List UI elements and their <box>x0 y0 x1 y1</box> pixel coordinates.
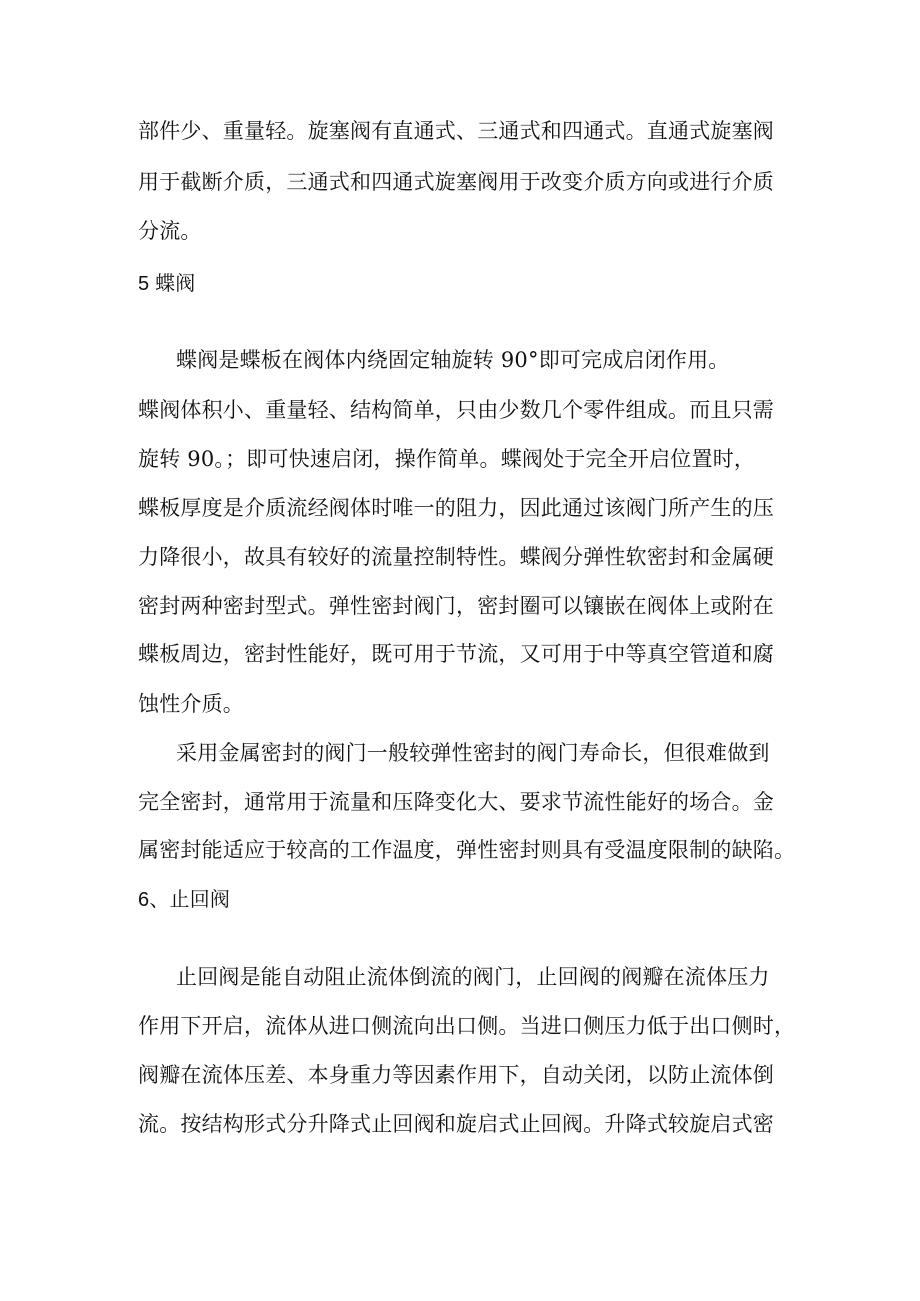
paragraph-line: 蚀性介质。 <box>138 692 244 716</box>
paragraph-line: 完全密封，通常用于流量和压降变化大、要求节流性能好的场合。金 <box>138 790 774 814</box>
paragraph-line: 用于截断介质，三通式和四通式旋塞阀用于改变介质方向或进行介质 <box>138 170 774 194</box>
paragraph-line: 作用下开启，流体从进口侧流向出口侧。当进口侧压力低于出口侧时， <box>138 1014 796 1038</box>
paragraph-line: 蝶阀是蝶板在阀体内绕固定轴旋转 90°即可完成启闭作用。 <box>176 348 730 372</box>
paragraph-line: 部件少、重量轻。旋塞阀有直通式、三通式和四通式。直通式旋塞阀 <box>138 119 774 143</box>
paragraph-line: 旋转 90。；即可快速启闭，操作简单。蝶阀处于完全开启位置时， <box>138 447 756 471</box>
paragraph-line: 采用金属密封的阀门一般较弹性密封的阀门寿命长，但很难做到 <box>176 741 770 765</box>
section-heading-butterfly-valve: 5 蝶阀 <box>138 273 196 295</box>
paragraph-line: 蝶板厚度是介质流经阀体时唯一的阻力，因此通过该阀门所产生的压 <box>138 496 774 520</box>
paragraph-line: 蝶阀体积小、重量轻、结构简单，只由少数几个零件组成。而且只需 <box>138 398 774 422</box>
paragraph-line: 流。按结构形式分升降式止回阀和旋启式止回阀。升降式较旋启式密 <box>138 1112 774 1136</box>
paragraph-line: 蝶板周边，密封性能好，既可用于节流，又可用于中等真空管道和腐 <box>138 642 774 666</box>
paragraph-line: 属密封能适应于较高的工作温度，弹性密封则具有受温度限制的缺陷。 <box>138 838 796 862</box>
paragraph-line: 力降很小，故具有较好的流量控制特性。蝶阀分弹性软密封和金属硬 <box>138 545 774 569</box>
paragraph-line: 密封两种密封型式。弹性密封阀门，密封圈可以镶嵌在阀体上或附在 <box>138 594 774 618</box>
paragraph-line: 止回阀是能自动阻止流体倒流的阀门，止回阀的阀瓣在流体压力 <box>176 965 770 989</box>
section-heading-check-valve: 6、止回阀 <box>138 889 231 911</box>
paragraph-line: 阀瓣在流体压差、本身重力等因素作用下，自动关闭，以防止流体倒 <box>138 1063 774 1087</box>
paragraph-line: 分流。 <box>138 219 202 243</box>
